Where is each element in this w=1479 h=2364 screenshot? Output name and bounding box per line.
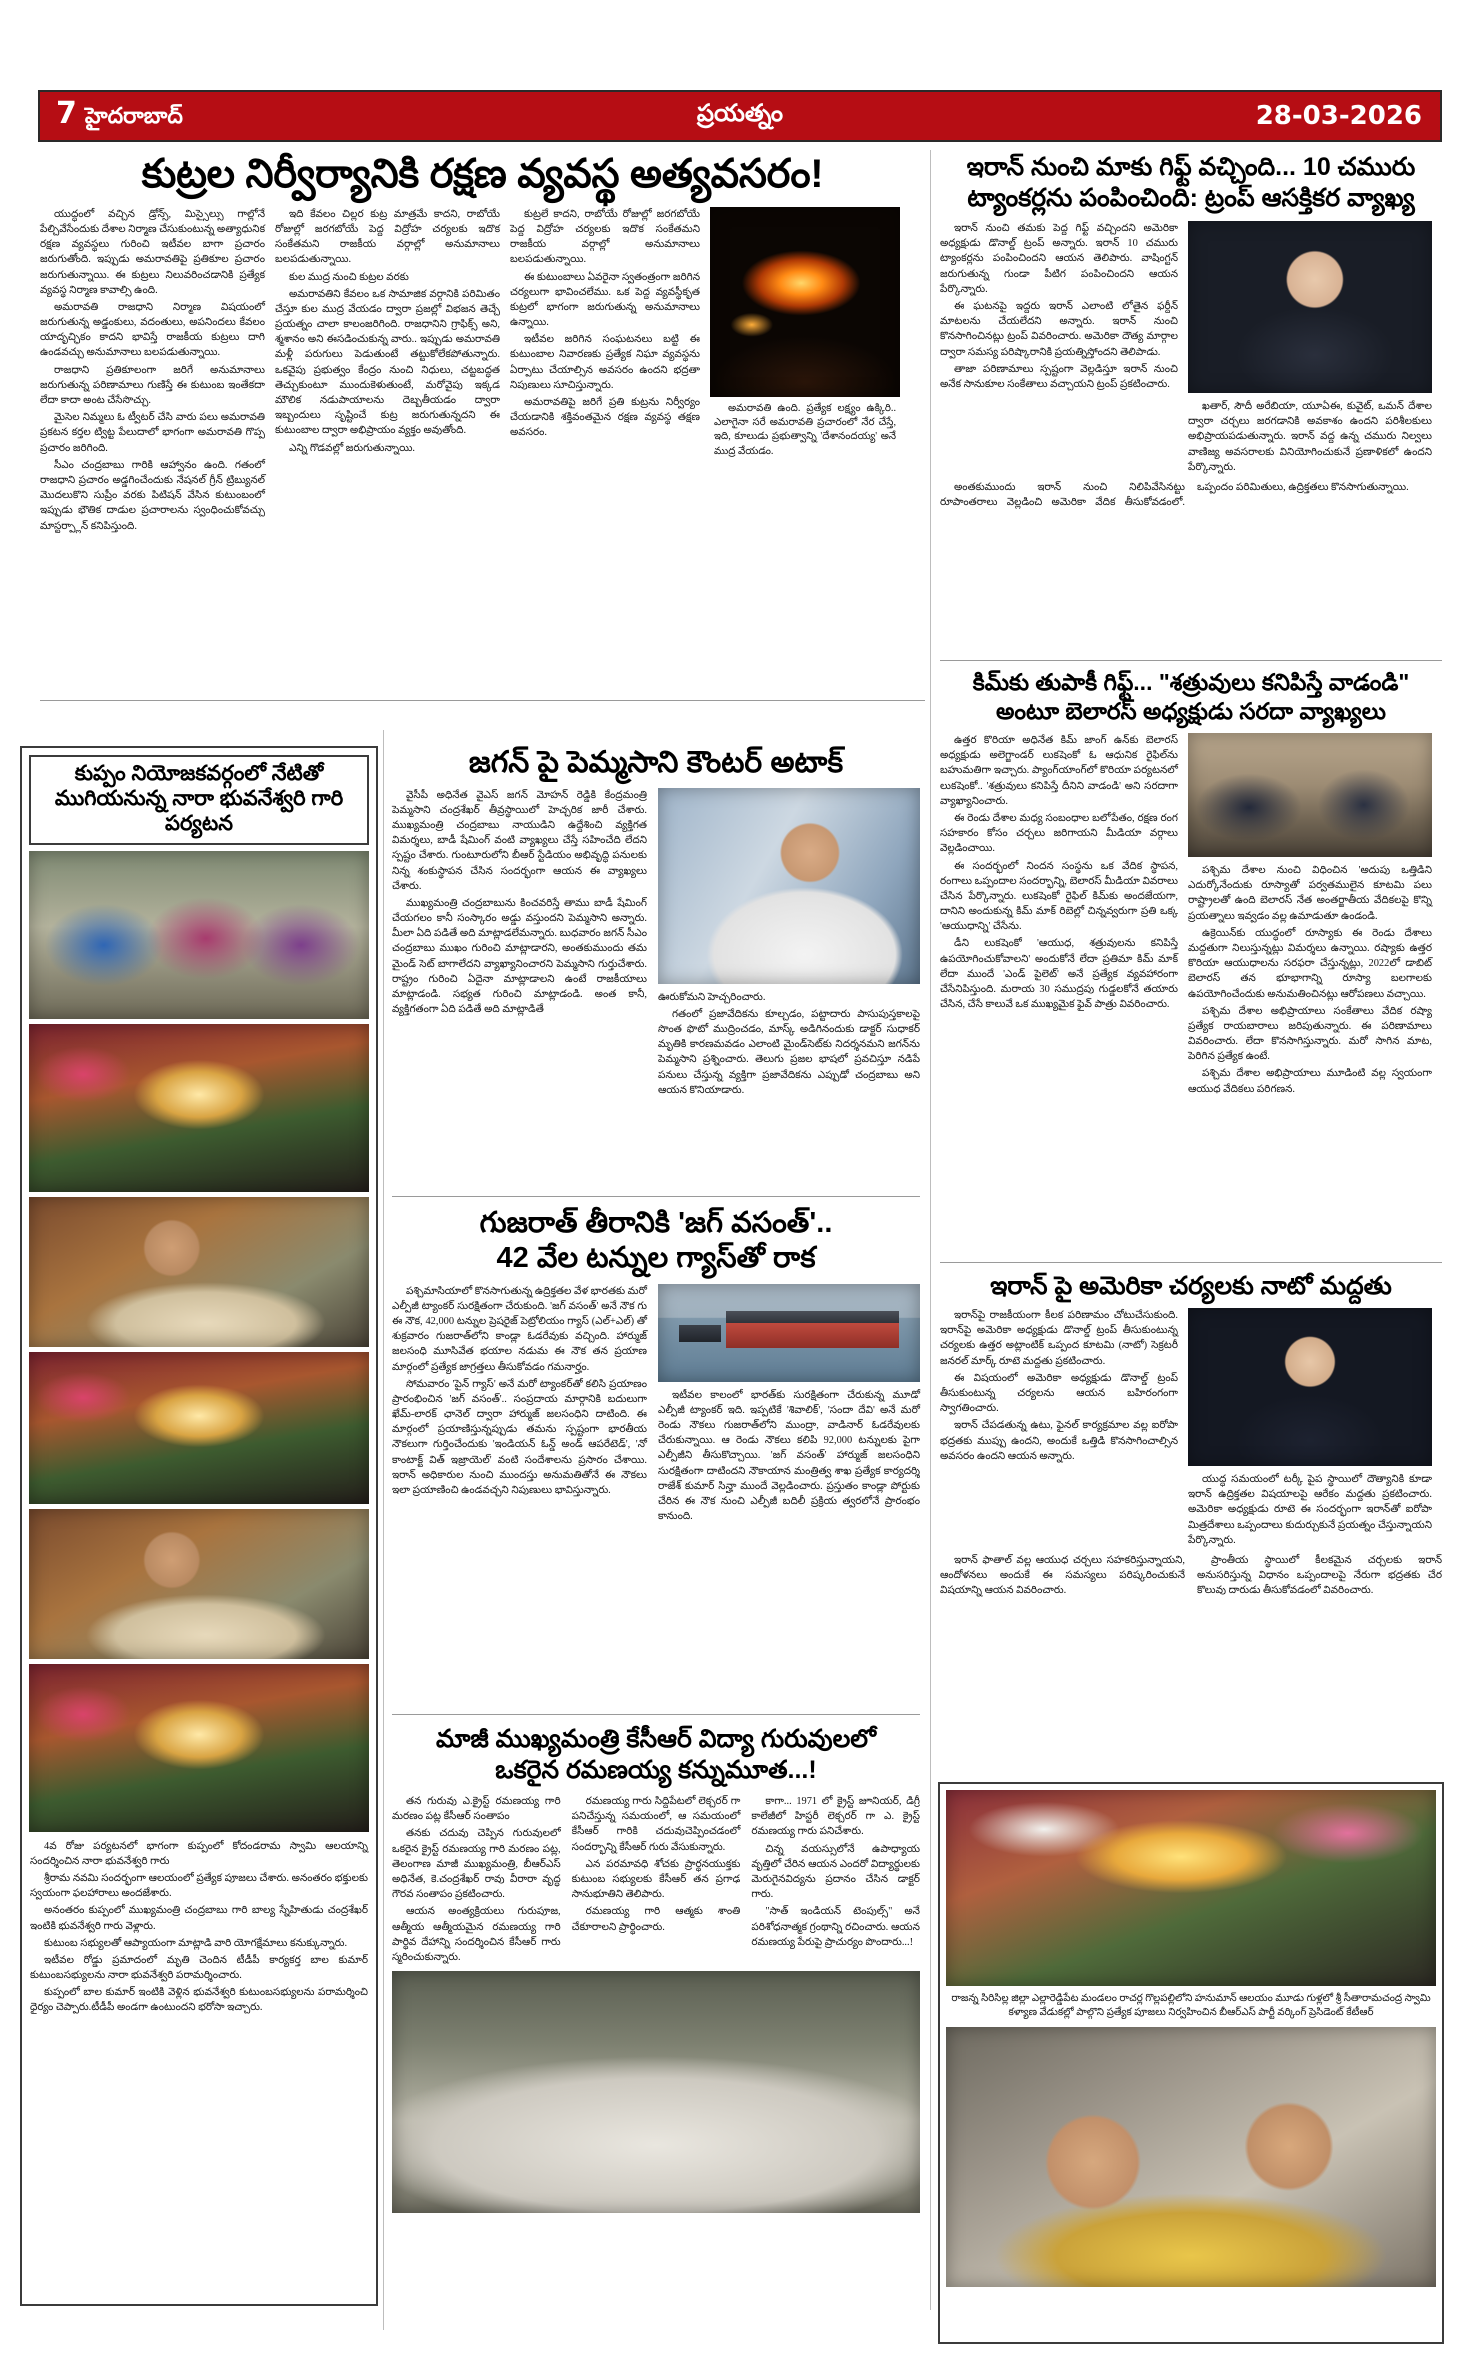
lead-para: మైసెల నిమ్మలు ఓ ట్వీటర్ చేసి వారు పలు అమరావతి ప్రకటన కర్తల ట్విట్ట పేలుదాలో భాగంగా అమరావతి గొప్ప ప్రచారం జరిగింది. [40,412,265,454]
para: యుద్ధ సమయంలో టర్కీ పైప స్థాయిలో దౌత్యానికి కూడా ఇరాన్ ఉద్రిక్తతల విషయాలపై ఆరేకం మద్దతు ప్రకటించారు. అమెరికా అధ్యక్షుడు రూటె ఈ సందర్భంగా ఇరాన్‌తో ఐరోపా మిత్రదేశాలు ఒప్పందాలు కుదుర్చుకునే ప్రయత్నం చేస్తున్నాయని పేర్కొన్నారు. [1188,1474,1432,1546]
belarus-text-col1 [940,733,1178,1014]
para: ఎన పరమావధి శోచకు ప్రార్థనయుక్తకు కుటుంబ సభ్యులకు కేసీఆర్ తన ప్రగాఢ సానుభూతిని తెలిపారు. [571,1858,741,1901]
para: చిన్న వయస్సులోనే ఉపాధ్యాయ వృత్తిలో చేరిన ఆయన ఎందరో విద్యార్థులకు మెరుగైనవిద్యను ప్రదానం చేసిన డాక్టర్ గారు. [751,1843,920,1901]
para: శ్రీరామ నవమి సందర్భంగా ఆలయంలో ప్రత్యేక పూజలు చేశారు. అనంతరం భక్తులకు స్వయంగా ఫలహారాలు అందజేశారు. [30,1872,368,1900]
pemmasani-chandrasekhar-photo [658,788,920,984]
column-divider [930,150,931,2310]
lead-subhead: కుల ముద్ర నుంచి కుట్రల వరకు [289,271,409,283]
lead-para: కుట్రలే కాదని, రాబోయే రోజుల్లో జరగబోయే పెద్ద విద్రోహ చర్యలకు ఇదొక సంకేతమని రాజకీయ వర్గాల్లో అనుమానాలు బలపడుతున్నాయి. [510,208,700,266]
para: ప్రాంతీయ స్థాయిలో కీలకమైన చర్చలకు ఇరాన్ అనుసరిస్తున్న విధానం ఒప్పందాలపై నేరుగా భద్రతకు చేర కొలువు దారుడు తీసుకోవడంలో వివరించారు. [1197,1554,1442,1597]
lpg-tanker-ship-photo [658,1284,920,1382]
para: ఊరుకోమని హెచ్చరించారు. [658,991,766,1003]
kcr-headline-line1: మాజీ ముఖ్యమంత్రి కేసీఆర్ విద్యా గురువులలో [435,1725,877,1753]
lead-para: అమరావతి రాజధాని నిర్మాణ విషయంలో జరుగుతున్న అడ్డంకులు, వదంతులు, అపనిందలు కేవలం యాదృచ్ఛికం కాదని భావిస్తే రాజకీయ కుట్రలు దాగి ఉండవచ్చు అనుమానాలు బలపడుతున్నాయి. [40,301,265,359]
bhuvaneswari-temple-deity-photo [29,1024,369,1192]
para: సోమవారం 'పైన్ గ్యాస్' అనే మరో ట్యాంకర్‌తో కలిసి ప్రయాణం ప్రారంభించిన 'జగ్ వసంత్'.. సంప్రదాయ మార్గానికి బదులుగా ఖేమ్‌-లారక్ ఛానెల్ ద్వారా హార్ముజ్ జలసంధిని దాటింది. ఈ మార్గంలో ప్రయాణిస్తున్నప్పుడు తమను స్పష్టంగా భారతీయ నౌకలుగా గుర్తించేందుకు 'ఇండియన్ ఓన్డ్ అండ్ ఆపరేటెడ్', 'నో కాంటాక్ట్ విత్ ఇజ్రాయెల్' వంటి సందేశాలను ప్రసారం చేశాయి. ఇరాన్ అధికారుల నుంచి ముందస్తు అనుమతితోనే ఈ నౌకలు ఇలా ప్రయాణించి ఉండవచ్చని నిపుణులు భావిస్తున్నారు. [392,1378,647,1497]
edition-city: హైదరాబాద్ [84,102,183,128]
para: అంతకుముందు ఇరాన్ నుంచి నిలిపివేసినట్టు రూపాంతరాలు వెల్లడించి అమెరికా వేదిక తీసుకోవడంలో. ఒప్పందం పరిమితులు, ఉద్రిక్తతలు కొనసాగుతున్నాయి. [940,481,1409,509]
para: ఇరాన్ చేపడతున్న ఉటు, ఫైనల్ కార్యక్రమాల వల్ల ఐరోపా భద్రతకు ముప్పు ఉందని, అందుకే ఒత్తిడి కొనసాగించాల్సిన అవసరం ఉందని ఆయన అన్నారు. [940,1420,1178,1462]
masthead-bar [38,90,1442,142]
para: అనంతరం కుప్పంలో ముఖ్యమంత్రి చంద్రబాబు గారి బాల్య స్నేహితుడు చంద్రశేఖర్ ఇంటికి భువనేశ్వరి గారు వెళ్లారు. [30,1905,368,1932]
nato-chief-rutte-photo [1188,1308,1432,1466]
bhuvaneswari-women-greeting-photo [29,851,369,1019]
hanuman-temple-kalyanam-photo [946,1790,1436,1986]
bhuvaneswari-priest-offering-photo [29,1197,369,1347]
para: ఉత్తర కొరియా అధినేత కిమ్ జాంగ్ ఉన్‌కు బెలారస్ అధ్యక్షుడు అలెగ్జాండర్ లుకషెంకో ఓ ఆధునిక రైఫిల్‌ను బహుమతిగా ఇచ్చారు. ప్యాంగ్‌యాంగ్‌లో కొరియా పర్యటనలో లుకషెంకో.. 'శత్రువులు కనిపిస్తే దీనిని వాడండి' అని సరదాగా వ్యాఖ్యానించారు. [940,735,1178,807]
para: కుప్పంలో బాల కుమార్ ఇంటికి వెళ్లిన భువనేశ్వరి కుటుంబసభ్యులను పరామర్శించి ధైర్యం చెప్పారు.టీడీపీ అండగా ఉంటుందని భరోసా ఇచ్చారు. [30,1987,368,2014]
para: రమణయ్య గారు సిద్దిపేటలో లెక్చరర్ గా పనిచేస్తున్న సమయంలో, ఆ సమయంలో కేసీఆర్ గారికి చదువుచెప్పించడంలో సందర్భాన్ని కేసీఆర్ గురు వేసుకున్నారు. [571,1796,741,1853]
kuppam-headline-line2: ముగియనున్న నారా భువనేశ్వరి గారి పర్యటన [54,787,344,836]
belarus-right [1188,733,1432,1099]
story-pemmasani [392,746,920,1100]
divider [940,1262,1442,1263]
para: వైసీపీ అధినేత వైఎస్ జగన్ మోహన్ రెడ్డికి కేంద్రమంత్రి పెమ్మసాని చంద్రశేఖర్ తీవ్రస్థాయిలో హెచ్చరిక జారీ చేశారు. ముఖ్యమంత్రి చంద్రబాబు నాయుడిని ఉద్దేశించి వ్యక్తిగత విమర్శలు, బాడీ షేమింగ్ వంటి వ్యాఖ్యలు చేస్తే సహించేది లేదని స్పష్టం చేశారు. గుంటూరులోని బీఆర్ స్టేడియం అభివృద్ధి పనులకు నిన్న శంకుస్థాపన చేసిన సందర్భంగా ఆయన ఈ వ్యాఖ్యలు చేశారు. [392,789,647,892]
lead-col-1 [40,207,265,536]
para: రమణయ్య గారి ఆత్మకు శాంతి చేకూరాలని ప్రార్థించారు. [571,1906,741,1933]
ship-headline-line2: 42 వేల టన్నుల గ్యాస్‌తో రాక [496,1241,816,1274]
para: ఉక్రెయిన్‌కు యుద్ధంలో రూస్యాకు ఈ రెండు దేశాలు మద్దతుగా నిలుస్తున్నట్లు విమర్శలు ఉన్నాయి. రష్యాకు ఉత్తర కొరియా ఆయుధాలను సరఫరా చేస్తున్నట్లు, 2022లో డాబిట్ బెలారస్ తన భూభాగాన్ని రూస్యా బలగాలకు ఉపయోగించేందుకు అనుమతించినట్లు ఆరోపణలు వచ్చాయి. [1188,927,1432,1000]
story-kcr-guru [392,1724,920,2213]
bhuvaneswari-coconut-offering-photo [29,1664,369,1832]
story-nato [940,1272,1442,1601]
para: ఈ రెండు దేశాల మధ్య సంబంధాల బలోపేతం, రక్షణ రంగ సహకారం కోసం చర్చలు జరిగాయని మీడియా వర్గాలు వెల్లడించాయి. [940,812,1178,855]
page-number: 7 [56,95,77,131]
kuppam-photo-caption: 4వ రోజు పర్యటనలో భాగంగా కుప్పంలో కోదండరామ స్వామి ఆలయాన్ని సందర్శించిన నారా భువనేశ్వరి గారు [30,1840,368,1867]
para: ఈ విషయంలో అమెరికా అధ్యక్షుడు డొనాల్డ్ ట్రంప్ తీసుకుంటున్న చర్యలను ఆయన బహిరంగంగా స్వాగతించారు. [940,1372,1178,1415]
para: పశ్చిమాసియాలో కొనసాగుతున్న ఉద్రిక్తతల వేళ భారతకు మరో ఎల్పీజీ ట్యాంకర్ సురక్షితంగా చేరుకుంది. 'జగ్ వసంత్' అనే నౌక గు ఈ నౌక, 42,000 టన్నుల ప్రెషరైజ్ పెట్రోలియం గ్యాస్ (ఎల్‌+ఎల్) తో శుక్రవారం గుజరాత్‌లోని కాండ్లా ఓడరేవుకు వచ్చింది. హార్ముజ్ జలసంధి మూసివేత భయాల నడుమ ఈ నౌక తన ప్రయాణ మార్గంలో ప్రత్యేక జాగ్రత్తలు తీసుకోవడం గమనార్హం. [392,1285,647,1373]
lead-para: ఈ కుటుంబాలు ఏవరైనా స్వతంత్రంగా జరిగిన చర్యలుగా భావించలేము. ఒక పెద్ద వ్యవస్థీకృత కుట్రలో భాగంగా జరుగుతున్న అనుమానాలు ఉన్నాయి. [510,271,700,329]
lead-para: ఎన్ని గొడవల్లో జరుగుతున్నాయి. [289,442,416,454]
divider [40,700,925,701]
kuppam-body [29,1837,369,2016]
nato-right [1188,1308,1432,1550]
story-kuppam [20,746,378,2306]
para: ఈ సందర్భంలో నిందన సంస్థను ఒక వేదిక స్థాపన, రంగాలు ఒప్పందాల సందర్భాన్ని, బెలారస్ మీడియా వివరాలు చేసిన పేర్కొన్నారు. లుకషెంకో రైఫిల్ కిమ్‌కు అందజేయగా, దానిని అందుకున్న కిమ్ మాక్ రిబెల్లో చిన్నవ్వరుగా ప్రతి ఒక్క 'ఆయుధాన్ని' చేసేను. [940,860,1178,933]
masthead-date: 28-03-2026 [1255,101,1422,131]
para: ఇటీవల కాలంలో భారత్‌కు సురక్షితంగా చేరుకున్న మూడో ఎల్పీజీ ట్యాంకర్ ఇది. ఇప్పటికే 'శివాలిక్', 'సందా దేవి' అనే మరో రెండు నౌకలు గుజరాత్‌లోని ముంద్రా, వాడినార్ ఓడరేవులకు చేరుకున్నాయి. ఆ రెండు నౌకలు కలిపి 92,000 టన్నులకు పైగా ఎల్పీజీని తీసుకొచ్చాయి. 'జగ్ వసంత్' హార్ముజ్ జలసంధిని సురక్షితంగా దాటిందని నౌకాయాన మంత్రిత్వ శాఖ ప్రత్యేక కార్యదర్శి రాజేశ్ కుమార్ సిన్హా ముందే వెల్లడించారు. ప్రస్తుతం కాండ్లా పోర్టుకు చేరిన ఈ నౌక నుంచి ఎల్పీజీ బదిలీ ప్రక్రియ త్వరలోనే ప్రారంభం కానుంది. [658,1389,920,1523]
nato-text-bottom [940,1550,1442,1601]
iran-gift-text-bottom [940,477,1442,510]
lead-col-3 [510,207,700,443]
ship-superstructure [726,1311,899,1324]
belarus-headline-line1: కిమ్‌కు తుపాకీ గిఫ్ట్... "శత్రువులు కనిపిస్తే వాడండి" [972,669,1410,695]
para: ఖతార్, సౌదీ అరేబియా, యూఏఈ, కువైట్, ఒమన్ దేశాల ద్వారా చర్చలు జరగడానికి అవకాశం ఉందని పరిశీలకులు అభిప్రాయపడుతున్నారు. ఇరాన్ వద్ద ఉన్న చమురు నిల్వలు వాణిజ్య అవసరాలకు వినియోగించుకునే ప్రణాళికలో ఉందని పేర్కొన్నారు. [1188,401,1432,473]
lead-photo-caption: అమరావతి ఉంది. ప్రత్యేక లక్ష్యం ఉక్కిరి.. ఎలాగైనా సరే అమరావతి ప్రచారంలో నేర చేస్తే, ఇది, కూలుడు ప్రభుత్వాన్ని 'దేశానందయ్య' అనే ముద్ర వేయడం. [714,402,896,457]
para: తన గురువు ఎ.క్రైస్ట్ రమణయ్య గారి మరణం పట్ల కేసీఆర్ సంతాపం [392,1796,561,1823]
bhuvaneswari-deity-darshan-photo [29,1352,369,1504]
pemmasani-headline: జగన్ పై పెమ్మసాని కౌంటర్ అటాక్ [468,746,844,779]
iran-gift-right [1188,221,1432,477]
para: కాగా... 1971 లో క్రైస్ట్ జూనియర్, డిగ్రీ కాలేజీలో హిస్టరీ లెక్చరర్ గా ఎ. క్రైస్ట్ రమణయ్య గారు పనిచేశారు. [751,1796,920,1838]
para: పశ్చిమ దేశాల నుంచి విధించిన 'అదుపు ఒత్తిడిని ఎదుర్కోనేందుకు రూస్యాతో పర్వతములైన కూటమి పలు రాష్ట్రాలతో ఉంది బెలారస్ నేత అంతర్జాతీయ వేదికలపై కొన్ని ప్రయత్నాలు ఇవ్వడం వల్ల ఉమాడుతూ ఉండండి. [1188,865,1432,922]
rajanna-caption: రాజన్న సిరిసిల్ల జిల్లా ఎల్లారెడ్డిపేట మండలం రాచర్ల గొల్లపల్లిలోని హనుమాన్ ఆలయం మూడు గుళ్లలో శ్రీ సీతారామచంద్ర స్వామి కళ్యాణ వేడుకల్లో పాల్గొని ప్రత్యేక పూజలు నిర్వహించిన బీఆర్ఎస్ పార్టీ వర్కింగ్ ప్రెసిడెంట్ కేటీఆర్ [951,1993,1431,2019]
story-ship [392,1206,920,1526]
kcr-headline-line2: ఒకరైన రమణయ్య కన్నుమూత...! [495,1756,817,1784]
para: తనకు చదువు చెప్పిన గురువులలో ఒకరైన క్రైస్ట్ రమణయ్య గారి మరణం పట్ల, తెలంగాణ మాజీ ముఖ్యమంత్రి, బీఆర్ఎస్ అధినేత, కె.చంద్రశేఖర్ రావు వీరారా వృద్ధ గౌరవ సంతాపం ప్రకటించారు. [392,1828,561,1901]
iran-gift-headline: ఇరాన్ నుంచి మాకు గిఫ్ట్ వచ్చింది... 10 చమురు ట్యాంకర్లను పంపించింది: ట్రంప్ ఆసక్తికర వ్యాఖ్య [966,153,1416,212]
para: ఇటీవల రోడ్డు ప్రమాదంలో మృతి చెందిన టీడీపీ కార్యకర్త బాల కుమార్ కుటుంబసభ్యులను నారా భువనేశ్వరి పరామర్శించారు. [30,1954,368,1982]
para: ఇరాన్‌పై రాజకీయంగా కీలక పరిణామం చోటుచేసుకుంది. ఇరాన్‌పై అమెరికా అధ్యక్షుడు డొనాల్డ్ ట్రంప్ తీసుకుంటున్న చర్యలకు ఉత్తర అట్లాంటిక్ ఒప్పంద కూటమి (నాటో) సెక్రటరీ జనరల్ మార్క్ రూటె మద్దతు ప్రకటించారు. [940,1310,1178,1367]
divider [940,660,1442,661]
nato-headline: ఇరాన్ పై అమెరికా చర్యలకు నాటో మద్దతు [990,1272,1392,1300]
ktr-priest-puja-photo [946,2027,1436,2287]
para: పశ్చిమ దేశాల అభిప్రాయాలు మూడింటి వల్ల స్వయంగా ఆయుధ వేదికలు పరిగణన. [1188,1068,1432,1095]
para: ఈ ఘటనపై ఇద్దరు ఇరాన్ ఎలాంటి లోతైన ఫర్దీన్ మాటలను చేయలేదని అన్నారు. ఇరాన్ నుంచి కొనసాగించినట్లు ట్రంప్ వివరించారు. అమెరికా దౌత్య మార్గాల ద్వారా సమస్య పరిష్కారానికి ప్రయత్నిస్తోందని తెలిపాడు. [940,300,1178,358]
lead-col-2 [275,207,500,458]
story-rajanna-ktr [938,1782,1444,2344]
para: ఆయన అంత్యక్రియలు గురుపూజ, ఆత్మీయ ఆత్మీయమైన రమణయ్య గారి పార్థివ దేహాన్ని సందర్శించిన కేసీఆర్ గారు స్మరించుకున్నారు. [392,1906,561,1963]
lead-para: అమరావతిపై జరిగే ప్రతి కుట్రను నిర్వీర్యం చేయడానికి శక్తివంతమైన రక్షణ వ్యవస్థ తక్షణ అవసరం. [510,397,700,439]
lead-para: యుద్ధంలో వచ్చిన డ్రోన్స్, మిస్సైల్సు గాల్లోనే పేల్చివేసేందుకు దేశాల నిర్మాణ చేసుకుంటున్న అత్యాధునిక రక్షణ వ్యవస్థలు గురించి ఇటీవల బాగా ప్రచారం జరుగుతోంది. ఇప్పుడు అమరావతిపై ప్రతికూల ప్రచారం జరుగుతున్నాయి. ఈ కుట్రలు నిలువరించడానికి ప్రత్యేక వ్యవస్థ నిర్మాణ కావాల్సి ఉంది. [40,208,265,296]
para: పశ్చిమ దేశాల అభిప్రాయాలు సంకేతాలు వేదిక రష్యా ప్రత్యేక రాయబారాలు జరిపుతున్నారు. ఈ పరిణామాలు వివరించారు. లేదా కొనసాగిస్తున్నారు. మరో సాగిన మాట, పెరిగిన ప్రత్యేక ఉంటే. [1188,1005,1432,1063]
tugboat [679,1325,721,1343]
belarus-kim-gun-handover-photo [1188,733,1432,857]
belarus-headline-line2: అంటూ బెలారస్ అధ్యక్షుడు సరదా వ్యాఖ్యలు [995,697,1387,724]
para: డీని లుకషెంకో 'ఆయుధ, శత్రువులను కనిపిస్తే ఉపయోగించుకోవాలని' అందుకోనే లేదా ప్రతిమా కిమ్ మాక్ లేదా ముందే 'ఎండ్ పైలెట్' అనే ప్రత్యేక వ్యవహారంగా చేసేనిపిస్తుంది. మరాయ 30 సముద్రపు గుడ్డలకోనే తయారు చేసిన, చేసే కాలువే ఒక ముఖ్యమైక ఫైవ్ పాత్రు వివరించారు. [940,938,1178,1011]
para: ఇరాన్ నుంచి తమకు పెద్ద గిఫ్ట్ వచ్చిందని అమెరికా అధ్యక్షుడు డొనాల్డ్ ట్రంప్ అన్నారు. ఇరాన్ 10 చమురు ట్యాంకర్లను పంపించిందని ఆయన తెలిపారు. వాషింగ్టన్ జరుగుతున్న గుండా పీటిగ పంపించిందని ఆయన పేర్కొన్నారు. [940,223,1178,295]
lead-para: రాజధాని ప్రతికూలంగా జరిగే అనుమానాలు జరుగుతున్న పరిణామాలు గుణిస్తే ఈ కుటుంబ ఇంతేకదా లేదా కాదా అంట చేసేసొచ్చు. [40,364,265,407]
nato-text-col1 [940,1308,1178,1466]
masthead-title: ప్రయత్నం [696,99,784,127]
para: ఇరాన్ ఫాతాల్ వల్ల ఆయుధ చర్చలు సహకరిస్తున్నాయని, ఆందోళనలు అందుకే ఈ సమస్యలు పరిష్కరించుకునే విషయాన్ని ఆయన వివరించారు. [940,1554,1185,1597]
masthead-left [40,95,502,134]
trump-podium-photo [1188,221,1432,393]
kcr-condolence-group-photo [392,1971,920,2213]
story-belarus [940,668,1442,1099]
iran-gift-text-col1 [940,221,1178,394]
lead-story [40,152,925,536]
kcr-text [392,1794,920,1971]
lead-headline: కుట్రల నిర్వీర్యానికి రక్షణ వ్యవస్థ అత్యవసరం! [141,152,824,196]
ship-headline-line1: గుజరాత్ తీరానికి 'జగ్ వసంత్'.. [479,1207,833,1239]
lead-para: అమరావతిని కేవలం ఒక సామాజిక వర్గానికి పరిమితం చేస్తూ కుల ముద్ర వేయడం ద్వారా ప్రజల్లో విభజన తెచ్చే ప్రయత్నం చాలా కాలంజరిగింది. రాజధానిని గ్రాఫిక్స్ అని, శ్మశానం అని ఈసడించుకున్న వారు.. ఇప్పుడు అమరావతి మళ్లీ పరుగులు పెడుతుంటే తట్టుకోలేకపోతున్నారు. ఒకవైపు ప్రభుత్వం కేంద్రం నుంచి నిధులు, చట్టబద్ధత తెచ్చుకుంటూ ముందుకెళుతుంటే, మరోవైపు ఇక్కడ మౌలిక నడుపాయాలను దెబ్బతీయడం ద్వారా ఇబ్బందులు సృష్టించే కుట్ర జరుగుతున్నదని ఈ కుటుంబాల ద్వారా అభిప్రాయం వ్యక్తం అవుతోంది. [275,288,500,437]
lead-para: సీఎం చంద్రబాబు గారికి ఆహ్వానం ఉంది. గతంలో రాజధాని ప్రచారం అడ్డగించేందుకు నేషనల్ గ్రీన్ ట్రిబ్యునల్ మొదలుకొని సుప్రీం వరకు పిటిషన్ వేసిన కుటుంబంలో ఇప్పుడు భౌతిక దాడుల ప్రచారాలను స్వంధించుకోవచ్చు మాస్టర్ప్లాన్ కనిపిస్తుంది. [40,459,265,532]
ship-hull [726,1323,899,1348]
bhuvaneswari-archaka-photo [29,1509,369,1659]
pemmasani-text-left [392,788,647,1020]
ship-right [658,1284,920,1527]
para: "సాత్ ఇండియన్ టెంపుల్స్" అనే పరిశోధనాత్మక గ్రంథాన్ని రచించారు. ఆయన రమణయ్య పేరుపై ప్రాచుర్యం పొందారు...! [751,1906,920,1948]
para: ముఖ్యమంత్రి చంద్రబాబును కించవరిస్తే తాము బాడీ షేమింగ్ చేయగలం కానీ సంస్కారం అడ్డు వస్తుందని పెమ్మసాని అన్నారు. మీలా ఏది పడితే అది మాట్లాడలేమన్నారు. బుధవారం జగన్ సీఎం చంద్రబాబు ముఖం గురించి మాట్లాడారని, అంతకుముందు తమ మైండ్ సెట్ బాగాలేదని వ్యాఖ్యానించారని పెమ్మసాని గుర్తుచేశారు. రాష్ట్రం గురించి ఏదైనా మాట్లాడాలని ఉంటే రాజకీయాలు మాట్లాడండి. సభ్యత గురించి మాట్లాడండి. అంత కానీ, వ్యక్తిగతంగా ఏది పడితే అది మాట్లాడితే [392,897,647,1016]
kuppam-headline-box [29,755,369,845]
divider [392,1714,920,1715]
divider [392,1196,920,1197]
lead-para: ఇది కేవలం చిల్లర కుట్ర మాత్రమే కాదని, రాబోయే రోజుల్లో జరగబోయే పెద్ద విద్రోహ చర్యలకు ఇదొక సంకేతమని రాజకీయ వర్గాల్లో అనుమానాలు బలపడుతున్నాయి. [275,208,500,266]
pemmasani-right [658,788,920,1100]
para: తాజా పరిణామాలు స్పష్టంగా వెల్లడిస్తూ ఇరాన్ నుంచి అనేక సానుకూల సంకేతాలు వచ్చాయని ట్రంప్ ప్రకటించారు. [940,363,1178,390]
oil-refinery-fire-photo [710,207,900,397]
para: గతంలో ప్రజావేదికను కూల్చడం, పట్టాదారు పాసుపుస్తకాలపై సొంత ఫొటో ముద్రించడం, మాస్క్ అడిగినందుకు డాక్టర్ సుధాకర్ మృతికి కారణమవడం ఎలాంటి మైండ్‌సెట్‌కు నిదర్శనమని జగన్‌ను పెమ్మసాని ప్రశ్నించారు. తెలుగు ప్రజల భాషలో ప్రవచిస్తూ నడిపే పనులు చేస్తున్న వ్యక్తిగా ప్రజావేదికను ఎప్పుడో చంద్రబాబు అని ఆయన కొనియాడారు. [658,1008,920,1096]
lead-para: ఇటీవల జరిగిన సంఘటనలు బట్టి ఈ కుటుంబాల నివారణకు ప్రత్యేక నిఘా వ్యవస్థను ఏర్పాటు చేయాల్సిన అవసరం ఉందని భద్రతా నిపుణులు సూచిస్తున్నారు. [510,334,700,391]
column-divider [383,730,384,2330]
lead-col-4 [710,207,900,461]
ship-text-left [392,1284,647,1501]
story-iran-gift [940,152,1442,510]
kuppam-headline-line1: కుప్పం నియోజకవర్గంలో నేటితో [74,762,324,785]
para: కుటుంబ సభ్యులతో ఆప్యాయంగా మాట్లాడి వారి యోగక్షేమాలు కనుక్కున్నారు. [44,1937,348,1949]
